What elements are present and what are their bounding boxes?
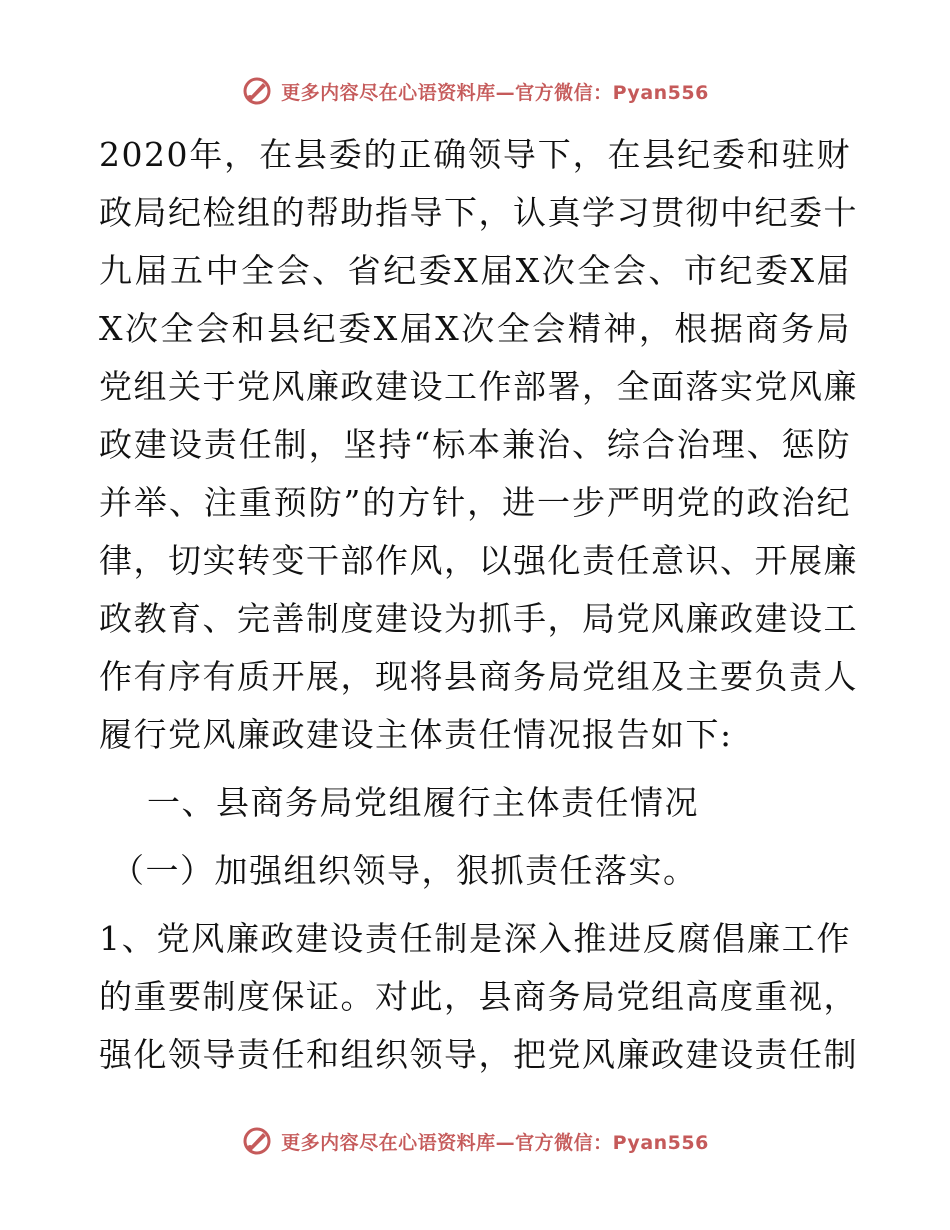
subsection-heading: （一）加强组织领导，狠抓责任落实。 [99, 851, 698, 890]
text-line: 履行党风廉政建设主体责任情况报告如下: [99, 715, 733, 754]
text-line: 党组关于党风廉政建设工作部署，全面落实党风廉 [99, 367, 858, 406]
text-line: 强化领导责任和组织领导，把党风廉政建设责任制 [99, 1035, 858, 1074]
text-line: 的重要制度保证。对此，县商务局党组高度重视， [99, 977, 858, 1016]
text-line: 1、党风廉政建设责任制是深入推进反腐倡廉工作 [99, 919, 851, 958]
paragraph-intro [99, 126, 858, 764]
text-line: 政建设责任制，坚持“标本兼治、综合治理、惩防 [99, 425, 851, 464]
paragraph-item-1 [99, 910, 858, 1084]
text-line: 并举、注重预防”的方针，进一步严明党的政治纪 [99, 483, 851, 522]
text-line: 政局纪检组的帮助指导下，认真学习贯彻中纪委十 [99, 193, 858, 232]
watermark-header [0, 71, 950, 111]
ink-brush-logo-icon [241, 1125, 273, 1157]
document-body [99, 126, 858, 1084]
text-line: 作有序有质开展，现将县商务局党组及主要负责人 [99, 657, 858, 696]
text-line: 律，切实转变干部作风，以强化责任意识、开展廉 [99, 541, 858, 580]
watermark-text: 更多内容尽在心语资料库—官方微信：Pyan556 [281, 81, 709, 104]
text-line: X次全会和县纪委X届X次全会精神，根据商务局 [99, 309, 851, 348]
watermark-text: 更多内容尽在心语资料库—官方微信：Pyan556 [281, 1131, 709, 1154]
text-line: 政教育、完善制度建设为抓手，局党风廉政建设工 [99, 599, 858, 638]
section-heading: 一、县商务局党组履行主体责任情况 [99, 783, 699, 822]
ink-brush-logo-icon [241, 75, 273, 107]
text-line: 2020年，在县委的正确领导下，在县纪委和驻财 [99, 135, 851, 174]
watermark-footer [0, 1121, 950, 1161]
text-line: 九届五中全会、省纪委X届X次全会、市纪委X届 [99, 251, 851, 290]
